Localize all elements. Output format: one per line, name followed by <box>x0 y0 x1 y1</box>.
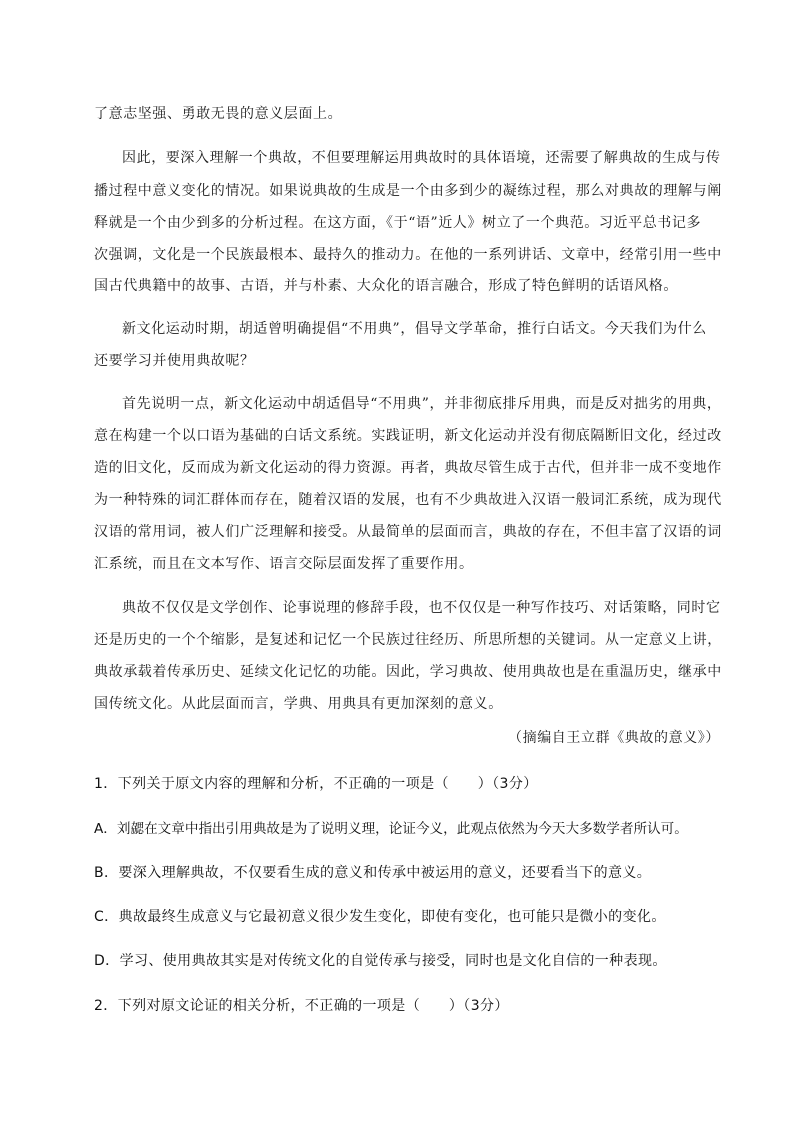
passage-line: 国古代典籍中的故事、古语，并与朴素、大众化的语言融合，形成了特色鲜明的话语风格。 <box>94 278 678 294</box>
passage-line: 为一种特殊的词汇群体而存在，随着汉语的发展，也有不少典故进入汉语一般词汇系统，成为现代 <box>94 492 722 508</box>
answer-option: B．要深入理解典故，不仅要看生成的意义和传承中被运用的意义，还要看当下的意义。 <box>94 865 652 881</box>
answer-option: A．刘勰在文章中指出引用典故是为了说明义理，论证今义，此观点依然为今天大多数学者所认可。 <box>94 821 688 837</box>
passage-line: 新文化运动时期，胡适曾明确提倡“不用典”，倡导文学革命，推行白话文。今天我们为什么 <box>122 321 707 337</box>
passage-line: 因此，要深入理解一个典故，不但要理解运用典故时的具体语境，还需要了解典故的生成与传 <box>122 150 721 166</box>
passage-line: 典故承载着传承历史、延续文化记忆的功能。因此，学习典故、使用典故也是在重温历史，继承中 <box>94 664 722 680</box>
passage-line: 汉语的常用词，被人们广泛理解和接受。从最简单的层面而言，典故的存在，不但丰富了汉语的词 <box>94 524 722 540</box>
passage-line: 典故不仅仅是文学创作、论事说理的修辞手段，也不仅仅是一种写作技巧、对话策略，同时它 <box>122 600 721 616</box>
passage-line: 还是历史的一个个缩影，是复述和记忆一个民族过往经历、所思所想的关键词。从一定意义上讲， <box>94 632 722 648</box>
passage-line: 播过程中意义变化的情况。如果说典故的生成是一个由多到少的凝练过程，那么对典故的理解与阐 <box>94 183 722 199</box>
answer-option: C．典故最终生成意义与它最初意义很少发生变化，即使有变化，也可能只是微小的变化。 <box>94 909 666 925</box>
passage-line: 首先说明一点，新文化运动中胡适倡导“不用典”，并非彻底排斥用典，而是反对拙劣的用典， <box>122 396 722 412</box>
passage-line: 次强调，文化是一个民族最根本、最持久的推动力。在他的一系列讲话、文章中，经常引用一些中 <box>94 247 722 263</box>
question-stem: 1．下列关于原文内容的理解和分析，不正确的一项是（ ）（3分） <box>94 776 538 792</box>
passage-line: 意在构建一个以口语为基础的白话文系统。实践证明，新文化运动并没有彻底隔断旧文化，经过改 <box>94 428 722 444</box>
answer-option: D．学习、使用典故其实是对传统文化的自觉传承与接受，同时也是文化自信的一种表现。 <box>94 953 667 969</box>
question-stem: 2．下列对原文论证的相关分析，不正确的一项是（ ）（3分） <box>94 998 509 1014</box>
passage-line: 国传统文化。从此层面而言，学典、用典具有更加深刻的意义。 <box>94 696 503 712</box>
passage-line: 造的旧文化，反而成为新文化运动的得力资源。再者，典故尽管生成于古代，但并非一成不变地作 <box>94 460 722 476</box>
passage-line: 释就是一个由少到多的分析过程。在这方面，《于“语”近人》树立了一个典范。习近平总书记多 <box>94 215 702 231</box>
passage-line: 还要学习并使用典故呢？ <box>94 353 255 369</box>
passage-line: 了意志坚强、勇敢无畏的意义层面上。 <box>94 106 343 122</box>
passage-source: （摘编自王立群《典故的意义》） <box>508 730 720 746</box>
passage-line: 汇系统，而且在文本写作、语言交际层面发挥了重要作用。 <box>94 556 474 572</box>
